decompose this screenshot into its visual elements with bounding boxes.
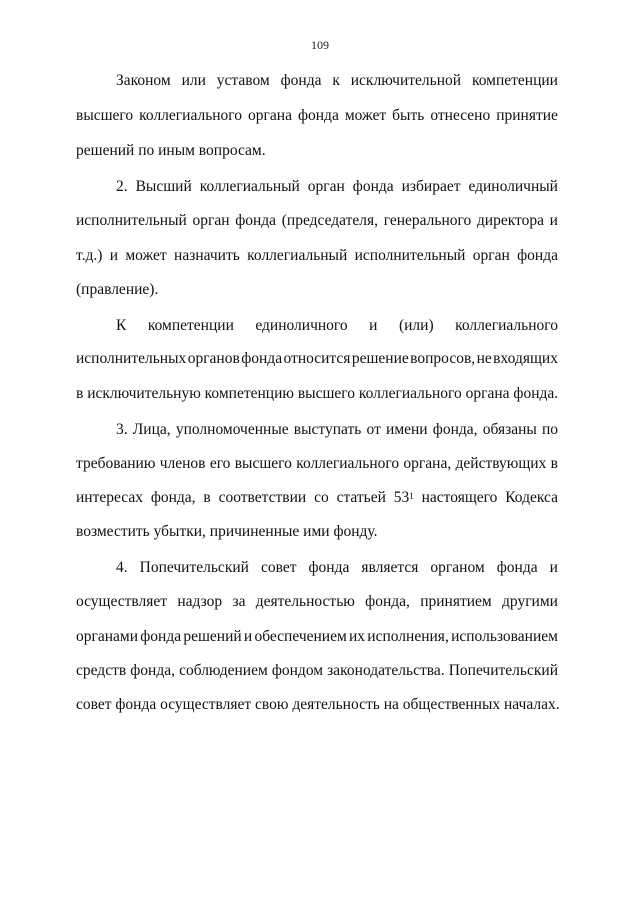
text-line: исполнительный орган фонда (председателя, генерального директора и xyxy=(76,212,558,229)
text-line: органами фонда решений и обеспечением их исполнения, использованием xyxy=(76,628,558,645)
text-line: т.д.) и может назначить коллегиальный исполнительный орган фонда xyxy=(76,247,558,264)
text-line: К компетенции единоличного и (или) коллегиального xyxy=(116,317,558,334)
text-line: 2. Высший коллегиальный орган фонда избирает единоличный xyxy=(116,178,558,195)
text-line: высшего коллегиального органа фонда может быть отнесено принятие xyxy=(76,107,558,124)
footnote-superscript: 1 xyxy=(409,491,414,501)
text-line: совет фонда осуществляет свою деятельность на общественных началах. xyxy=(76,696,560,713)
text-line: требованию членов его высшего коллегиального органа, действующих в xyxy=(76,455,558,472)
text-line: интересах фонда, в соответствии со статьей $53^1$ настоящего Кодекса xyxy=(76,489,558,506)
text-line: средств фонда, соблюдением фондом законодательства. Попечительский xyxy=(76,662,558,679)
text-line: 4. Попечительский совет фонда является органом фонда и xyxy=(116,559,558,576)
page-number: 109 xyxy=(311,38,329,52)
text-line: в исключительную компетенцию высшего коллегиального органа фонда. xyxy=(76,385,559,402)
text-line: Законом или уставом фонда к исключительной компетенции xyxy=(116,72,558,89)
text-line: решений по иным вопросам. xyxy=(76,142,266,159)
text-line: осуществляет надзор за деятельностью фонда, принятием другими xyxy=(76,593,558,610)
text-line: возместить убытки, причиненные ими фонду. xyxy=(76,523,378,540)
text-line: (правление). xyxy=(76,281,159,298)
text-line: исполнительных органов фонда относится решение вопросов, не входящих xyxy=(76,350,558,367)
text-line: 3. Лица, уполномоченные выступать от имени фонда, обязаны по xyxy=(116,421,558,438)
